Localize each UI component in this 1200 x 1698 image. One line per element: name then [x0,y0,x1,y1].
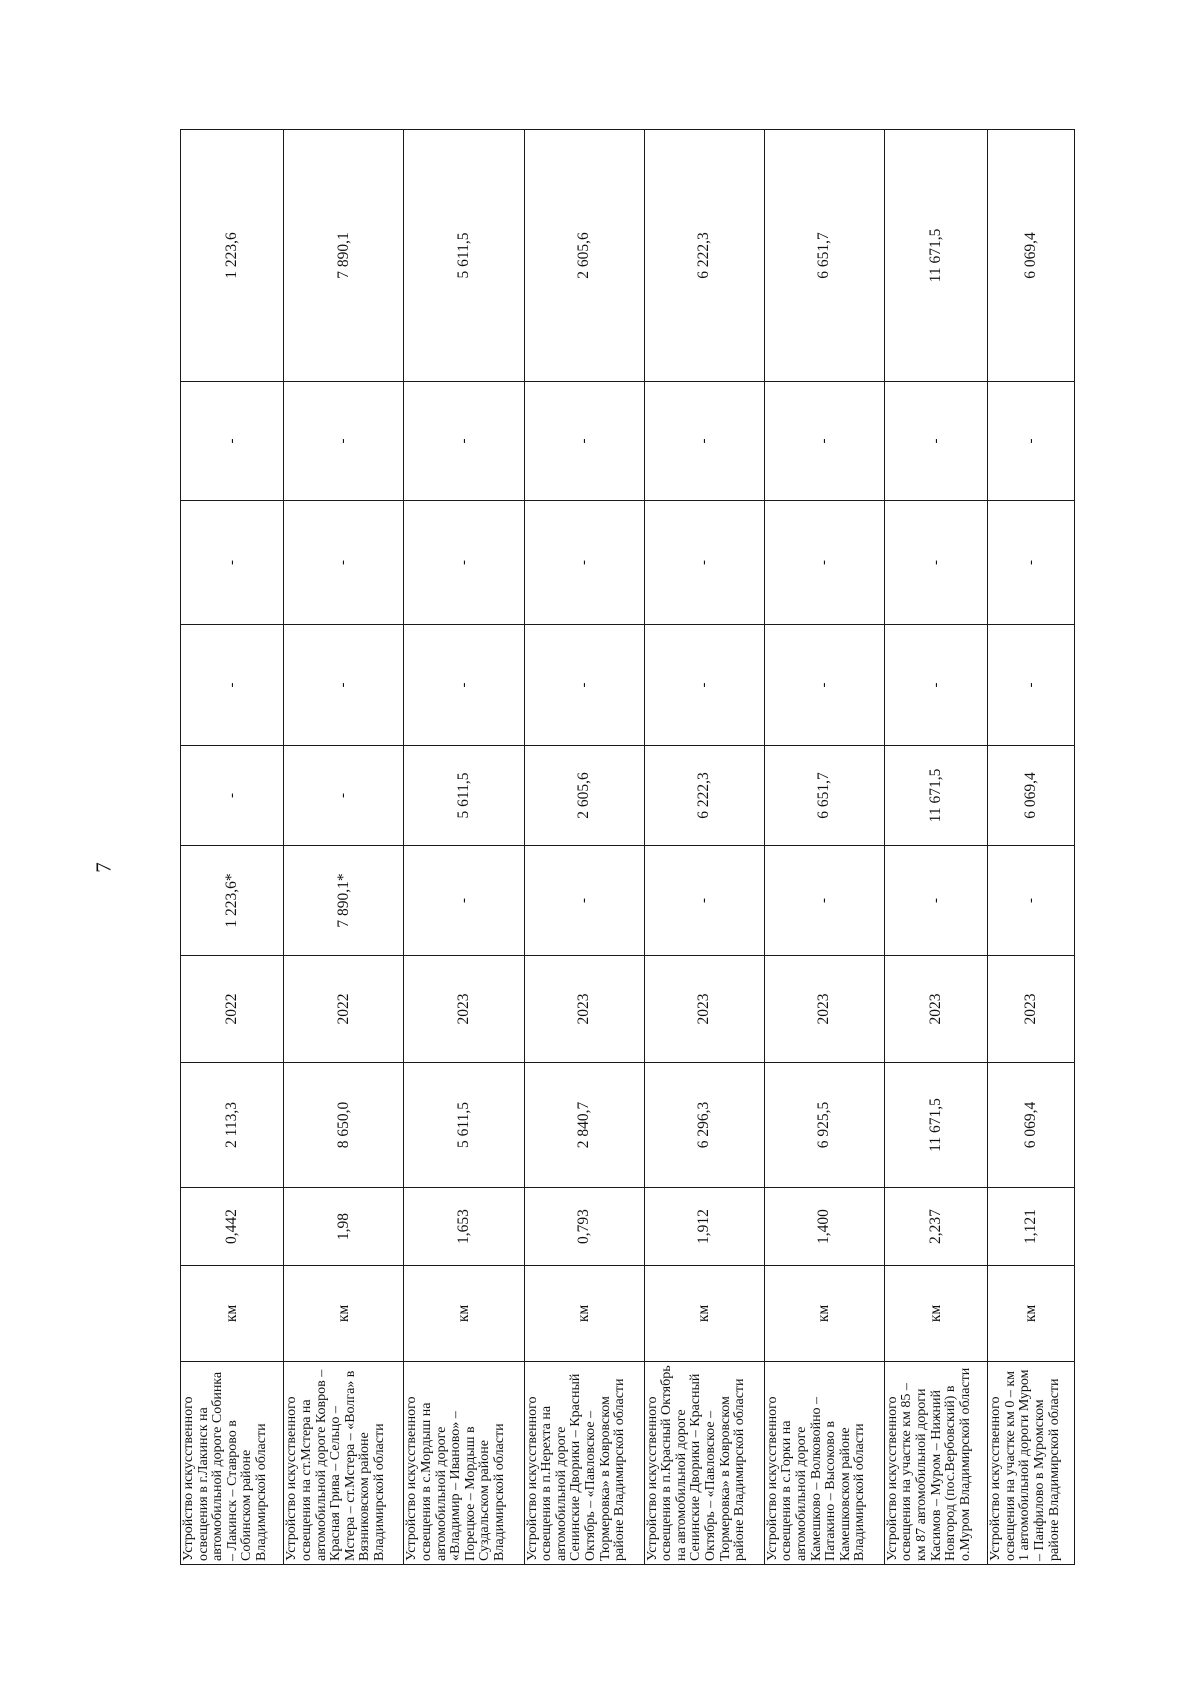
funding-col1-cell: - [524,846,644,956]
funding-col1-cell: 7 890,1* [284,846,404,956]
funding-col2-cell: 11 671,5 [884,746,987,846]
unit-cell: км [524,1266,644,1362]
total-cell: 6 651,7 [764,130,884,382]
total-cell: 7 890,1 [284,130,404,382]
total-cell: 2 605,6 [524,130,644,382]
length-cell: 2,237 [884,1188,987,1266]
project-name-cell: Устройство искусственного освещения в г.Лакинск на автомобильной дороге Собинка – Лакинск – Ставрово в Собинском районе Владимирской области [181,1362,284,1565]
funding-col4-cell: - [284,501,404,625]
lighting-projects-table [180,129,1075,1565]
project-name-cell: Устройство искусственного освещения на ст.Мстера на автомобильной дороге Ковров – Красная Грива – Сельцо – Мстера – ст.Мстера – «Волга» в Вязниковском районе Владимирской области [284,1362,404,1565]
total-cell: 1 223,6 [181,130,284,382]
funding-col5-cell: - [884,382,987,501]
funding-col5-cell: - [181,382,284,501]
table-row [988,130,1075,1565]
length-cell: 0,793 [524,1188,644,1266]
page-number: 7 [91,862,116,873]
funding-col4-cell: - [524,501,644,625]
funding-col5-cell: - [284,382,404,501]
cost-cell: 6 925,5 [764,1063,884,1188]
funding-col1-cell: 1 223,6* [181,846,284,956]
funding-col2-cell: 6 069,4 [988,746,1075,846]
length-cell: 0,442 [181,1188,284,1266]
project-name-cell: Устройство искусственного освещения на участке км 85 – км 87 автомобильной дороги Касимов – Муром – Нижний Новгород (пос.Вербовский) в о.Муром Владимирской области [884,1362,987,1565]
cost-cell: 6 069,4 [988,1063,1075,1188]
funding-col3-cell: - [181,625,284,746]
length-cell: 1,98 [284,1188,404,1266]
table-row [884,130,987,1565]
funding-col2-cell: 6 651,7 [764,746,884,846]
unit-cell: км [884,1266,987,1362]
total-cell: 6 069,4 [988,130,1075,382]
funding-col3-cell: - [988,625,1075,746]
year-cell: 2023 [404,956,524,1063]
funding-col4-cell: - [764,501,884,625]
funding-col4-cell: - [644,501,764,625]
year-cell: 2023 [884,956,987,1063]
funding-col5-cell: - [524,382,644,501]
total-cell: 5 611,5 [404,130,524,382]
length-cell: 1,121 [988,1188,1075,1266]
funding-col3-cell: - [884,625,987,746]
table-row [181,130,284,1565]
funding-col3-cell: - [404,625,524,746]
table-row [644,130,764,1565]
unit-cell: км [764,1266,884,1362]
unit-cell: км [644,1266,764,1362]
funding-col3-cell: - [284,625,404,746]
funding-col1-cell: - [644,846,764,956]
funding-col4-cell: - [988,501,1075,625]
year-cell: 2022 [181,956,284,1063]
funding-col5-cell: - [764,382,884,501]
cost-cell: 6 296,3 [644,1063,764,1188]
funding-col2-cell: - [181,746,284,846]
length-cell: 1,653 [404,1188,524,1266]
table-row [284,130,404,1565]
year-cell: 2022 [284,956,404,1063]
project-name-cell: Устройство искусственного освещения в п.Красный Октябрь на автомобильной дороге Сенинские Дворики – Красный Октябрь – «Павловское – Тюрмеровка» в Ковровском районе Владимирской области [644,1362,764,1565]
table-row [524,130,644,1565]
funding-col1-cell: - [764,846,884,956]
funding-col2-cell: 6 222,3 [644,746,764,846]
funding-col2-cell: 2 605,6 [524,746,644,846]
funding-col2-cell: 5 611,5 [404,746,524,846]
funding-col3-cell: - [644,625,764,746]
table-row [404,130,524,1565]
funding-col4-cell: - [404,501,524,625]
cost-cell: 2 840,7 [524,1063,644,1188]
project-name-cell: Устройство искусственного освещения в с.Мордыш на автомобильной дороге «Владимир – Иваново» – Порецкое – Мордыш в Суздальском районе Владимирской области [404,1362,524,1565]
funding-col3-cell: - [764,625,884,746]
table-row [764,130,884,1565]
year-cell: 2023 [644,956,764,1063]
project-name-cell: Устройство искусственного освещения на участке км 0 – км 1 автомобильной дороги Муром – Панфилово в Муромском районе Владимирской области [988,1362,1075,1565]
length-cell: 1,912 [644,1188,764,1266]
unit-cell: км [181,1266,284,1362]
length-cell: 1,400 [764,1188,884,1266]
cost-cell: 5 611,5 [404,1063,524,1188]
unit-cell: км [284,1266,404,1362]
funding-col3-cell: - [524,625,644,746]
year-cell: 2023 [988,956,1075,1063]
year-cell: 2023 [764,956,884,1063]
project-name-cell: Устройство искусственного освещения в с.Горки на автомобильной дороге Камешково – Волковойно – Патакино – Высоково в Камешковском районе Владимирской области [764,1362,884,1565]
funding-col2-cell: - [284,746,404,846]
unit-cell: км [404,1266,524,1362]
funding-col4-cell: - [181,501,284,625]
cost-cell: 11 671,5 [884,1063,987,1188]
funding-col5-cell: - [644,382,764,501]
rotated-table-container [180,130,1075,1565]
cost-cell: 8 650,0 [284,1063,404,1188]
total-cell: 6 222,3 [644,130,764,382]
funding-col5-cell: - [988,382,1075,501]
funding-col1-cell: - [884,846,987,956]
year-cell: 2023 [524,956,644,1063]
cost-cell: 2 113,3 [181,1063,284,1188]
unit-cell: км [988,1266,1075,1362]
project-name-cell: Устройство искусственного освещения в п.Нерехта на автомобильной дороге Сенинские Дворики – Красный Октябрь – «Павловское – Тюрмеровка» в Ковровском районе Владимирской области [524,1362,644,1565]
funding-col4-cell: - [884,501,987,625]
total-cell: 11 671,5 [884,130,987,382]
funding-col1-cell: - [404,846,524,956]
funding-col5-cell: - [404,382,524,501]
funding-col1-cell: - [988,846,1075,956]
